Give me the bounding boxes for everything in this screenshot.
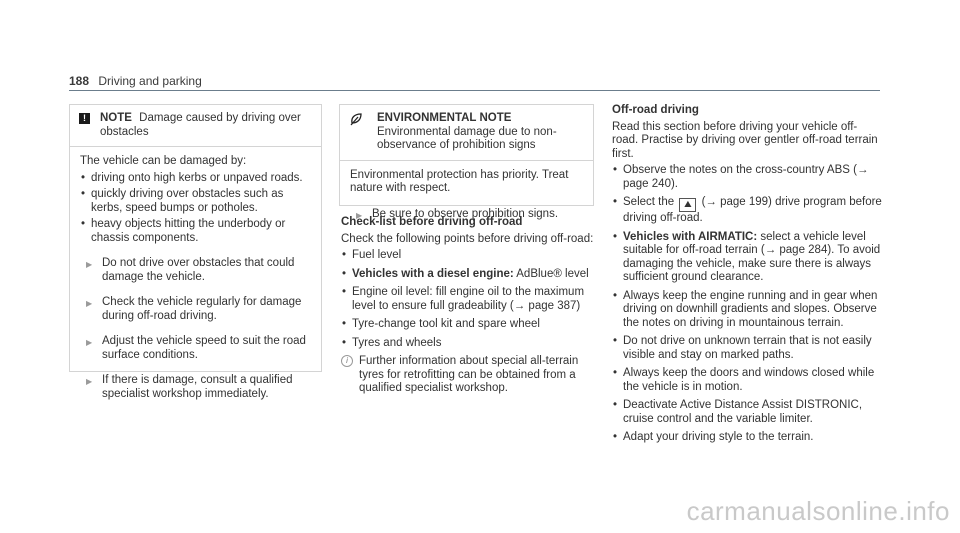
instruction-step: ▶ Do not drive over obstacles that could damage the vehicle. (80, 257, 311, 284)
list-item: • Vehicles with a diesel engine: AdBlue® level (341, 268, 596, 282)
list-item: • Tyres and wheels (341, 337, 596, 351)
note-title: NOTE (100, 112, 132, 124)
offroad-heading: Off-road driving (612, 104, 699, 116)
header-rule (69, 90, 880, 91)
offroad-program-icon: ⛰ (679, 198, 696, 212)
list-item: • Select the ⛰ (→ page 199) drive program before driving off-road. (612, 196, 882, 226)
env-body-text: Environmental protection has priority. Treat nature with respect. (350, 168, 569, 194)
note-intro: The vehicle can be damaged by: (80, 155, 247, 167)
instruction-step: ▶ Check the vehicle regularly for damage during off-road driving. (80, 296, 311, 323)
list-item: • quickly driving over obstacles such as kerbs, speed bumps or potholes. (80, 188, 311, 215)
note-box (69, 104, 322, 400)
note-box-body (70, 147, 321, 411)
offroad-section (612, 104, 882, 450)
section-title: Driving and parking (98, 74, 202, 88)
env-title: ENVIRONMENTAL NOTE (377, 112, 512, 124)
offroad-intro: Read this section before driving your vehicle off-road. Practise by driving over gentler off-road terrain first. (612, 120, 878, 160)
page-header (69, 74, 202, 88)
instruction-step: ▶ If there is damage, consult a qualified specialist workshop immediately. (80, 374, 311, 401)
checklist-intro: Check the following points before driving off-road: (341, 232, 594, 245)
list-item: • Vehicles with AIRMATIC: select a vehicle level suitable for off-road terrain (→ page 284). To avoid damaging the vehicle, make sure there is always sufficient ground clearance. (612, 231, 882, 285)
list-item: • Observe the notes on the cross-country ABS (→ page 240). (612, 164, 882, 191)
environment-leaf-icon (349, 112, 365, 153)
info-note-text: Further information about special all-terrain tyres for retrofitting can be obtained from a qualified specialist workshop. (359, 355, 579, 394)
page-number: 188 (69, 74, 90, 88)
list-item: • Do not drive on unknown terrain that is not easily visible and stay on marked paths. (612, 335, 882, 362)
list-item: • Deactivate Active Distance Assist DISTRONIC, cruise control and the variable limiter. (612, 399, 882, 426)
list-item: • Adapt your driving style to the terrain. (612, 431, 882, 445)
environmental-note-box (339, 104, 594, 220)
warning-exclamation-icon: ! (79, 113, 90, 124)
list-item: • Tyre-change tool kit and spare wheel (341, 318, 596, 332)
list-item: • driving onto high kerbs or unpaved roads. (80, 172, 311, 186)
checklist-heading: Check-list before driving off-road (341, 216, 523, 228)
info-icon: i (341, 355, 353, 367)
checklist-list (341, 249, 596, 350)
list-item: • Engine oil level: fill engine oil to the maximum level to ensure full gradeability (→ page 387) (341, 286, 596, 313)
offroad-list (612, 164, 882, 445)
instruction-step: ▶ Be sure to observe prohibition signs. (350, 208, 583, 222)
env-subtitle: Environmental damage due to non-observance of prohibition signs (377, 125, 557, 151)
list-item: • Always keep the engine running and in gear when driving on downhill gradients and slopes. Observe the notes on driving in mountainous terrain. (612, 290, 882, 331)
note-subtitle: Damage caused by driving over obstacles (100, 112, 301, 138)
note-bullet-list (80, 172, 311, 246)
watermark-text: carmanualsonline.info (686, 496, 950, 526)
checklist-section (341, 216, 596, 396)
note-box-header (70, 105, 321, 147)
env-box-header (340, 105, 593, 161)
list-item: • heavy objects hitting the underbody or chassis components. (80, 218, 311, 245)
list-item: • Fuel level (341, 249, 596, 263)
list-item: • Always keep the doors and windows closed while the vehicle is in motion. (612, 367, 882, 394)
info-note (341, 355, 596, 396)
instruction-step: ▶ Adjust the vehicle speed to suit the road surface conditions. (80, 335, 311, 362)
